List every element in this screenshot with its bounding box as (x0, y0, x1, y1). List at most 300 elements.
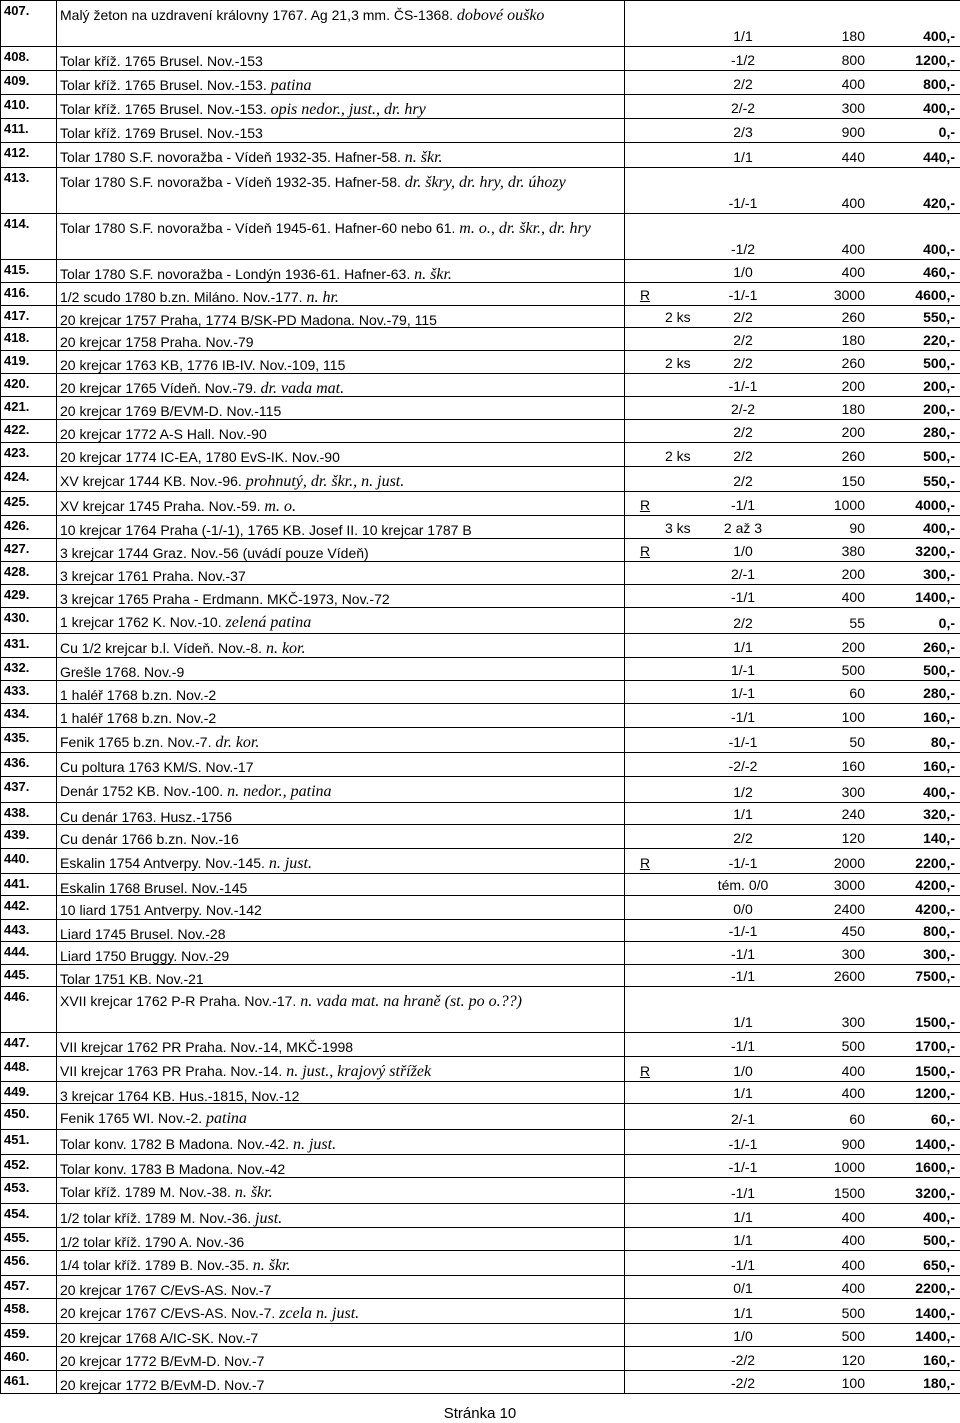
quantity (665, 965, 703, 986)
lot-number: 443. (0, 920, 57, 941)
rarity-mark (625, 214, 665, 259)
rarity-mark (625, 539, 665, 561)
lot-number: 455. (0, 1228, 57, 1250)
rarity-mark (625, 1082, 665, 1103)
lot-number: 407. (0, 1, 57, 46)
quantity (665, 681, 703, 703)
lot-number: 413. (0, 168, 57, 213)
lot-number: 440. (0, 849, 57, 873)
description-text: Cu 1/2 krejcar b.l. Vídeň. Nov.-8. (60, 640, 266, 656)
starting-price: 260 (841, 448, 865, 464)
sale-price: 500,- (923, 662, 955, 678)
grade: -2/2 (730, 1375, 756, 1391)
quantity (665, 539, 703, 561)
table-row (0, 1347, 960, 1371)
sale-price: 320,- (923, 806, 955, 822)
starting-price: 1500 (833, 1185, 865, 1201)
quantity (665, 1371, 703, 1393)
rarity-mark (625, 351, 665, 373)
quantity (665, 1, 703, 46)
description-text: Tolar 1780 S.F. novoražba - Vídeň 1932-35. Hafner-58. (60, 174, 405, 190)
lot-description (57, 351, 625, 373)
description-text: 1 krejcar 1762 K. Nov.-10. (60, 614, 226, 630)
rarity-mark (625, 467, 665, 491)
table-row (0, 0, 960, 47)
table-row (0, 467, 960, 492)
quantity (665, 1299, 703, 1323)
lot-number: 449. (0, 1082, 57, 1103)
condition-note: n. just. (268, 855, 312, 872)
starting-price: 500 (841, 1328, 865, 1344)
sale-price: 0,- (938, 615, 955, 631)
grade: -2/-2 (728, 758, 758, 774)
sale-price: 200,- (923, 378, 955, 394)
grade: -1/1 (730, 1185, 756, 1201)
lot-number: 425. (0, 492, 57, 515)
table-row (0, 71, 960, 95)
starting-price: 150 (841, 473, 865, 489)
quantity (665, 1251, 703, 1275)
lot-description (57, 658, 625, 680)
sale-price: 2200,- (915, 1280, 955, 1296)
table-row (0, 539, 960, 562)
starting-price: 260 (841, 355, 865, 371)
lot-number: 430. (0, 608, 57, 633)
quantity (665, 849, 703, 873)
starting-price: 400 (841, 1232, 865, 1248)
description-text: Tolar 1780 S.F. novoražba - Vídeň 1945-61. Hafner-60 nebo 61. (60, 220, 460, 236)
starting-price: 2600 (833, 968, 865, 984)
description-text: 3 krejcar 1764 KB. Hus.-1815, Nov.-12 (60, 1088, 300, 1104)
lot-description (57, 539, 625, 561)
table-row (0, 1104, 960, 1130)
lot-number: 411. (0, 119, 57, 142)
rarity-mark (625, 1228, 665, 1250)
sale-price: 280,- (923, 685, 955, 701)
starting-price: 2000 (833, 855, 865, 871)
rarity-label: R (639, 543, 651, 559)
grade: 1/-1 (730, 685, 756, 701)
lot-description (57, 1155, 625, 1177)
grade: -1/2 (730, 241, 756, 257)
lot-number: 437. (0, 777, 57, 802)
starting-price: 400 (841, 1280, 865, 1296)
sale-price: 160,- (923, 709, 955, 725)
lot-number: 419. (0, 351, 57, 373)
sale-price: 180,- (923, 1375, 955, 1391)
quantity (665, 214, 703, 259)
quantity (665, 1324, 703, 1346)
starting-price: 300 (841, 100, 865, 116)
rarity-mark (625, 753, 665, 776)
quantity (665, 1276, 703, 1298)
grade: 1/0 (733, 1063, 753, 1079)
sale-price: 260,- (923, 639, 955, 655)
description-text: Tolar 1780 S.F. novoražba - Vídeň 1932-35. Hafner-58. (60, 149, 405, 165)
rarity-mark (625, 896, 665, 919)
sale-price: 3200,- (915, 543, 955, 559)
quantity (665, 728, 703, 752)
sale-price: 1400,- (915, 1305, 955, 1321)
lot-number: 436. (0, 753, 57, 776)
lot-number: 460. (0, 1347, 57, 1370)
sale-price: 200,- (923, 401, 955, 417)
quantity (665, 942, 703, 964)
quantity (665, 896, 703, 919)
description-text: 20 krejcar 1772 B/EvM-D. Nov.-7 (60, 1377, 265, 1393)
rarity-mark (625, 634, 665, 657)
lot-description (57, 1324, 625, 1346)
grade: -1/1 (730, 1038, 756, 1054)
description-text: 1/4 tolar kříž. 1789 B. Nov.-35. (60, 1257, 253, 1273)
table-row (0, 585, 960, 608)
quantity (665, 397, 703, 419)
starting-price: 90 (849, 520, 865, 536)
quantity (665, 704, 703, 727)
starting-price: 450 (841, 923, 865, 939)
quantity (665, 119, 703, 142)
lot-number: 417. (0, 306, 57, 327)
rarity-mark (625, 119, 665, 142)
rarity-mark (625, 516, 665, 538)
condition-note: n. kor. (265, 640, 306, 657)
rarity-label: R (639, 855, 651, 871)
grade: -1/-1 (728, 855, 758, 871)
condition-note: n. škr. (252, 1257, 291, 1274)
grade: -1/1 (730, 946, 756, 962)
grade: 0/1 (733, 1280, 753, 1296)
quantity (665, 1347, 703, 1370)
table-row (0, 420, 960, 443)
lot-number: 433. (0, 681, 57, 703)
description-text: Liard 1750 Bruggy. Nov.-29 (60, 948, 230, 964)
description-text: 1/2 tolar kříž. 1790 A. Nov.-36 (60, 1234, 245, 1250)
table-row (0, 681, 960, 704)
quantity (665, 562, 703, 584)
description-text: Tolar kříž. 1769 Brusel. Nov.-153 (60, 125, 263, 141)
rarity-mark (625, 728, 665, 752)
description-text: Tolar kříž. 1765 Brusel. Nov.-153. (60, 77, 271, 93)
condition-note: n. nedor., patina (227, 783, 332, 800)
quantity (665, 283, 703, 305)
quantity (665, 1033, 703, 1056)
sale-price: 550,- (923, 309, 955, 325)
sale-price: 300,- (923, 566, 955, 582)
grade: 2/-1 (730, 1111, 756, 1127)
lot-description (57, 95, 625, 118)
grade: 1/1 (733, 28, 753, 44)
grade: 2/-2 (730, 401, 756, 417)
starting-price: 160 (841, 758, 865, 774)
grade: 2/2 (733, 473, 753, 489)
lot-number: 418. (0, 328, 57, 350)
rarity-mark (625, 420, 665, 442)
description-text: 20 krejcar 1769 B/EVM-D. Nov.-115 (60, 403, 282, 419)
rarity-mark (625, 374, 665, 396)
lot-number: 410. (0, 95, 57, 118)
table-row (0, 634, 960, 658)
description-text: 10 liard 1751 Antverpy. Nov.-142 (60, 902, 262, 918)
sale-price: 400,- (923, 520, 955, 536)
grade: 0/0 (733, 901, 753, 917)
condition-note: dr. vada mat. (260, 380, 345, 397)
grade: 1/2 (733, 784, 753, 800)
quantity (665, 585, 703, 607)
lot-description (57, 681, 625, 703)
starting-price: 300 (841, 1014, 865, 1030)
rarity-mark (625, 1155, 665, 1177)
condition-note: zelená patina (225, 614, 312, 631)
condition-note: opis nedor., just., dr. hry (270, 101, 426, 118)
starting-price: 1000 (833, 1159, 865, 1175)
description-text: 20 krejcar 1774 IC-EA, 1780 EvS-IK. Nov.-90 (60, 449, 340, 465)
lot-number: 439. (0, 825, 57, 848)
table-row (0, 516, 960, 539)
condition-note: zcela n. just. (279, 1305, 360, 1322)
starting-price: 440 (841, 149, 865, 165)
table-row (0, 143, 960, 168)
starting-price: 300 (841, 784, 865, 800)
lot-number: 447. (0, 1033, 57, 1056)
starting-price: 120 (841, 1352, 865, 1368)
grade: tém. 0/0 (717, 877, 769, 893)
starting-price: 400 (841, 1209, 865, 1225)
description-text: XVII krejcar 1762 P-R Praha. Nov.-17. (60, 993, 301, 1009)
starting-price: 200 (841, 424, 865, 440)
rarity-mark (625, 1347, 665, 1370)
quantity (665, 467, 703, 491)
table-row (0, 47, 960, 71)
rarity-mark (625, 283, 665, 305)
description-text: 3 krejcar 1744 Graz. Nov.-56 (uvádí pouze Vídeň) (60, 545, 369, 561)
table-row (0, 753, 960, 777)
description-text: Eskalin 1754 Antverpy. Nov.-145. (60, 855, 269, 871)
quantity (665, 420, 703, 442)
grade: 1/0 (733, 543, 753, 559)
description-text: 20 krejcar 1767 C/EvS-AS. Nov.-7 (60, 1282, 272, 1298)
lot-description (57, 1347, 625, 1370)
quantity (665, 1155, 703, 1177)
lot-description (57, 443, 625, 466)
rarity-mark (625, 95, 665, 118)
quantity (665, 374, 703, 396)
sale-price: 220,- (923, 332, 955, 348)
starting-price: 180 (841, 401, 865, 417)
starting-price: 400 (841, 1085, 865, 1101)
starting-price: 55 (849, 615, 865, 631)
starting-price: 400 (841, 589, 865, 605)
sale-price: 3200,- (915, 1185, 955, 1201)
rarity-mark (625, 1204, 665, 1227)
quantity (665, 1178, 703, 1203)
grade: -1/-1 (728, 1136, 758, 1152)
starting-price: 200 (841, 566, 865, 582)
condition-note: n. hr. (306, 289, 339, 306)
description-text: 3 krejcar 1761 Praha. Nov.-37 (60, 568, 246, 584)
sale-price: 460,- (923, 264, 955, 280)
starting-price: 50 (849, 734, 865, 750)
lot-number: 434. (0, 704, 57, 727)
lot-description (57, 965, 625, 986)
sale-price: 400,- (923, 241, 955, 257)
quantity: 2 ks (665, 448, 691, 464)
table-row (0, 965, 960, 987)
starting-price: 200 (841, 378, 865, 394)
quantity (665, 328, 703, 350)
quantity (665, 874, 703, 895)
table-row (0, 95, 960, 119)
lot-description (57, 214, 625, 259)
rarity-mark (625, 1033, 665, 1056)
grade: -1/-1 (728, 378, 758, 394)
description-text: VII krejcar 1762 PR Praha. Nov.-14, MKČ-1998 (60, 1039, 354, 1055)
rarity-mark (625, 143, 665, 167)
lot-number: 415. (0, 260, 57, 282)
table-row (0, 562, 960, 585)
table-row (0, 168, 960, 214)
lot-description (57, 467, 625, 491)
grade: 1/1 (733, 806, 753, 822)
description-text: 20 krejcar 1763 KB, 1776 IB-IV. Nov.-109, 115 (60, 357, 346, 373)
grade: 1/1 (733, 1232, 753, 1248)
sale-price: 140,- (923, 830, 955, 846)
sale-price: 1400,- (915, 589, 955, 605)
lot-description (57, 47, 625, 70)
condition-note: patina (206, 1110, 247, 1127)
grade: -1/-1 (728, 734, 758, 750)
rarity-mark (625, 71, 665, 94)
table-row (0, 728, 960, 753)
grade: -1/1 (730, 589, 756, 605)
condition-note: prohnutý, dr. škr., n. just. (245, 473, 405, 490)
lot-number: 456. (0, 1251, 57, 1275)
description-text: Tolar konv. 1783 B Madona. Nov.-42 (60, 1161, 286, 1177)
table-row (0, 443, 960, 467)
description-text: Eskalin 1768 Brusel. Nov.-145 (60, 880, 248, 896)
lot-description (57, 825, 625, 848)
rarity-mark (625, 585, 665, 607)
quantity (665, 658, 703, 680)
starting-price: 1000 (833, 497, 865, 513)
table-row (0, 306, 960, 328)
starting-price: 500 (841, 1038, 865, 1054)
lot-number: 420. (0, 374, 57, 396)
rarity-mark (625, 1371, 665, 1393)
lot-description (57, 1033, 625, 1056)
grade: 1/1 (733, 1014, 753, 1030)
lot-number: 416. (0, 283, 57, 305)
starting-price: 3000 (833, 877, 865, 893)
rarity-mark (625, 942, 665, 964)
sale-price: 160,- (923, 1352, 955, 1368)
quantity (665, 143, 703, 167)
lot-description (57, 71, 625, 94)
lot-number: 422. (0, 420, 57, 442)
quantity (665, 95, 703, 118)
lot-number: 427. (0, 539, 57, 561)
starting-price: 260 (841, 309, 865, 325)
description-text: Tolar kříž. 1765 Brusel. Nov.-153 (60, 53, 263, 69)
rarity-mark (625, 987, 665, 1032)
table-row (0, 1204, 960, 1228)
sale-price: 1400,- (915, 1136, 955, 1152)
lot-description (57, 608, 625, 633)
table-row (0, 1276, 960, 1299)
starting-price: 400 (841, 264, 865, 280)
description-text: Fenik 1765 b.zn. Nov.-7. (60, 734, 216, 750)
quantity (665, 987, 703, 1032)
lot-number: 446. (0, 987, 57, 1032)
grade: -1/-1 (728, 923, 758, 939)
table-row (0, 1057, 960, 1082)
sale-price: 4600,- (915, 287, 955, 303)
condition-note: dobové ouško (456, 7, 545, 24)
grade: 2/2 (733, 76, 753, 92)
quantity (665, 920, 703, 941)
lot-description (57, 777, 625, 802)
lot-number: 457. (0, 1276, 57, 1298)
rarity-mark (625, 965, 665, 986)
sale-price: 500,- (923, 1232, 955, 1248)
sale-price: 160,- (923, 758, 955, 774)
description-text: Cu poltura 1763 KM/S. Nov.-17 (60, 759, 254, 775)
description-text: 1 haléř 1768 b.zn. Nov.-2 (60, 687, 217, 703)
lot-description (57, 1228, 625, 1250)
lot-description (57, 306, 625, 327)
sale-price: 420,- (923, 195, 955, 211)
condition-note: n. škr. (404, 149, 443, 166)
condition-note: patina (270, 77, 312, 94)
condition-note: n. škr. (234, 1184, 273, 1201)
starting-price: 380 (841, 543, 865, 559)
description-text: Cu denár 1766 b.zn. Nov.-16 (60, 831, 239, 847)
quantity: 3 ks (665, 520, 691, 536)
quantity (665, 1204, 703, 1227)
description-text: XV krejcar 1744 KB. Nov.-96. (60, 473, 246, 489)
sale-price: 4000,- (915, 497, 955, 513)
starting-price: 300 (841, 946, 865, 962)
sale-price: 1500,- (915, 1014, 955, 1030)
description-text: 1/2 tolar kříž. 1789 M. Nov.-36. (60, 1210, 256, 1226)
quantity (665, 1082, 703, 1103)
description-text: VII krejcar 1763 PR Praha. Nov.-14. (60, 1063, 287, 1079)
sale-price: 300,- (923, 946, 955, 962)
table-row (0, 1155, 960, 1178)
condition-note: just. (255, 1210, 283, 1227)
starting-price: 200 (841, 639, 865, 655)
lot-number: 421. (0, 397, 57, 419)
starting-price: 60 (849, 685, 865, 701)
sale-price: 2200,- (915, 855, 955, 871)
lot-description (57, 585, 625, 607)
page-number: Stránka 10 (443, 1405, 517, 1422)
starting-price: 100 (841, 709, 865, 725)
sale-price: 60,- (930, 1111, 955, 1127)
quantity: 2 ks (665, 355, 691, 371)
lot-number: 424. (0, 467, 57, 491)
rarity-mark (625, 47, 665, 70)
sale-price: 80,- (930, 734, 955, 750)
rarity-mark (625, 777, 665, 802)
rarity-mark (625, 1324, 665, 1346)
sale-price: 440,- (923, 149, 955, 165)
sale-price: 400,- (923, 784, 955, 800)
grade: 1/0 (733, 1328, 753, 1344)
lot-number: 451. (0, 1130, 57, 1154)
rarity-mark (625, 397, 665, 419)
lot-description (57, 987, 625, 1032)
lot-number: 429. (0, 585, 57, 607)
